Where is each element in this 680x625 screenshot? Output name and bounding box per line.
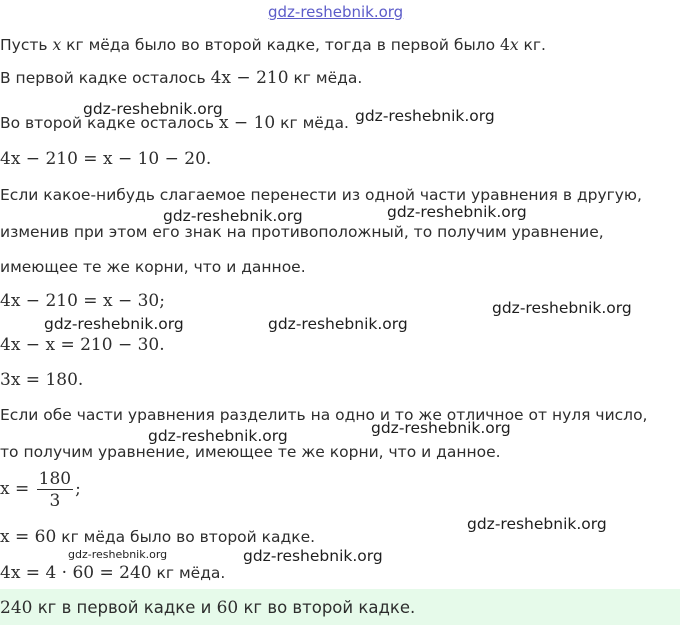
watermark: gdz-reshebnik.org <box>371 419 511 437</box>
math-end: ; <box>75 479 81 499</box>
text: кг мёда. <box>275 114 349 132</box>
rule-1-line-1: Если какое-нибудь слагаемое перенести из одной части уравнения в другую, <box>0 186 642 204</box>
text: кг мёда. <box>288 69 363 87</box>
equation-7 <box>0 563 225 583</box>
rule-2-line-2: то получим уравнение, имеющее те же корни, что и данное. <box>0 443 501 461</box>
math-var: x <box>52 36 62 54</box>
math-var: x <box>509 36 519 54</box>
fraction-denominator: 3 <box>49 490 61 511</box>
rule-1-line-3: имеющее те же корни, что и данное. <box>0 258 306 276</box>
watermark: gdz-reshebnik.org <box>492 299 632 317</box>
equation-3: 4x − x = 210 − 30. <box>0 335 165 355</box>
equation-4: 3x = 180. <box>0 370 84 390</box>
text: Во второй кадке осталось <box>0 114 219 132</box>
watermark: gdz-reshebnik.org <box>148 427 288 445</box>
rule-1-line-2: изменив при этом его знак на противоположный, то получим уравнение, <box>0 223 604 241</box>
equation-6 <box>0 527 315 547</box>
equation-1: 4x − 210 = x − 10 − 20. <box>0 149 212 169</box>
math-num: 4 <box>500 36 510 54</box>
math-expr: x = 60 <box>0 527 57 547</box>
rule-2-line-1: Если обе части уравнения разделить на одно и то же отличное от нуля число, <box>0 406 648 424</box>
math-lhs: x = <box>0 479 35 499</box>
answer-number: 240 <box>0 598 33 618</box>
watermark: gdz-reshebnik.org <box>268 315 408 333</box>
text: кг мёда. <box>151 564 226 582</box>
watermark-small: gdz-reshebnik.org <box>68 548 168 561</box>
math-expr: x − 10 <box>218 113 276 133</box>
solution-line-1 <box>0 35 546 55</box>
math-expr: 4x = 4 · 60 = 240 <box>0 563 152 583</box>
text: кг мёда было во второй кадке, тогда в первой было <box>61 36 500 54</box>
watermark: gdz-reshebnik.org <box>387 203 527 221</box>
answer-box <box>0 589 680 625</box>
text: кг во второй кадке. <box>238 598 416 617</box>
math-expr: 4x − 210 <box>210 68 289 88</box>
watermark: gdz-reshebnik.org <box>44 315 184 333</box>
fraction-numerator: 180 <box>38 468 72 489</box>
watermark: gdz-reshebnik.org <box>243 547 383 565</box>
watermark: gdz-reshebnik.org <box>163 207 303 225</box>
watermark: gdz-reshebnik.org <box>355 107 495 125</box>
fraction <box>37 470 73 510</box>
text: Пусть <box>0 36 53 54</box>
text: кг мёда было во второй кадке. <box>56 528 316 546</box>
text: кг в первой кадке и <box>32 598 217 617</box>
watermark: gdz-reshebnik.org <box>83 100 223 118</box>
answer-text <box>0 598 415 618</box>
text: кг. <box>518 36 546 54</box>
answer-number: 60 <box>216 598 239 618</box>
watermark: gdz-reshebnik.org <box>467 515 607 533</box>
solution-line-3 <box>0 113 349 133</box>
equation-2: 4x − 210 = x − 30; <box>0 291 165 311</box>
watermark-top[interactable]: gdz-reshebnik.org <box>268 3 404 21</box>
text: В первой кадке осталось <box>0 69 211 87</box>
solution-line-2 <box>0 68 362 88</box>
equation-5 <box>0 467 81 511</box>
